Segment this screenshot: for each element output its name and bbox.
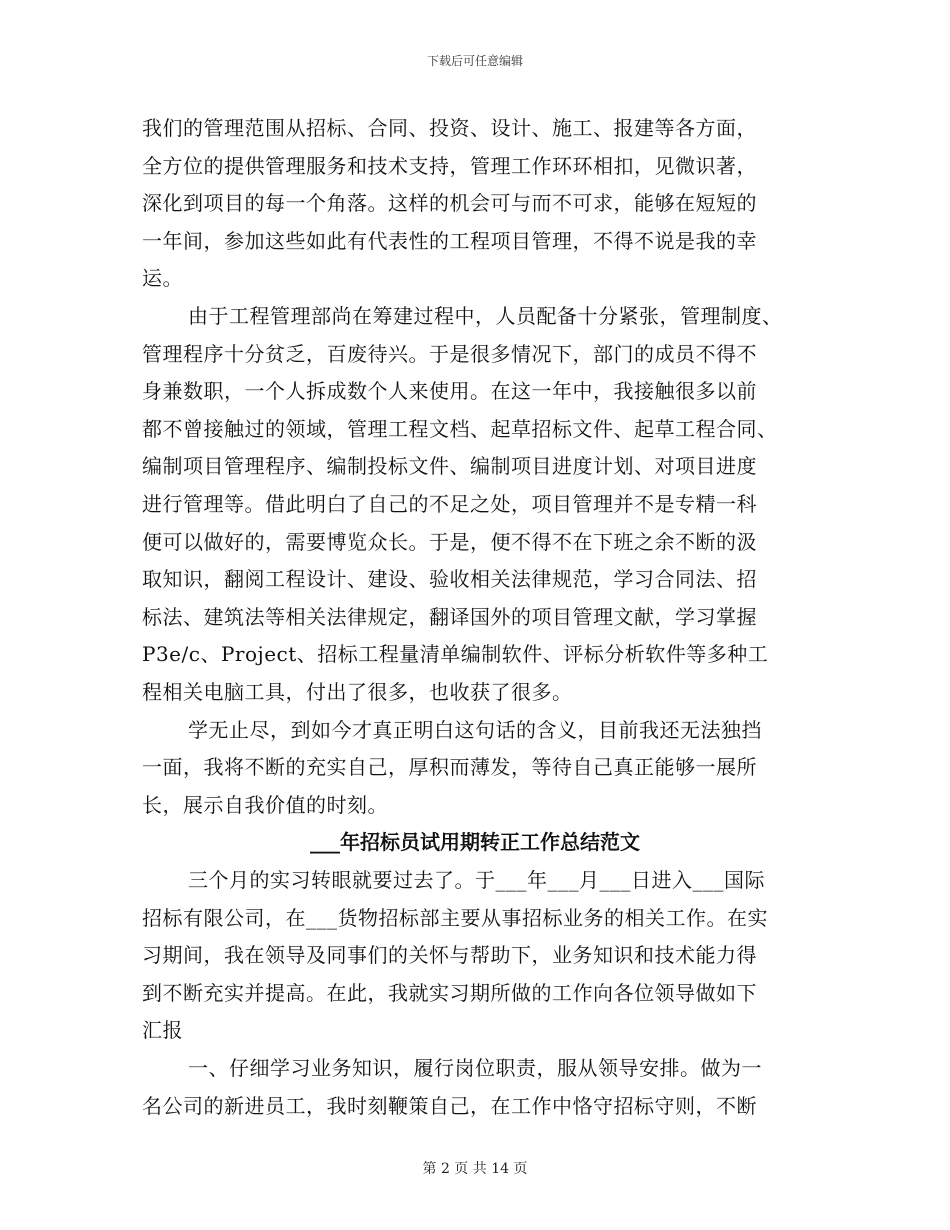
- body-line: 取知识，翻阅工程设计、建设、验收相关法律规范，学习合同法、招: [142, 567, 757, 591]
- body-line: 三个月的实习转眼就要过去了。于___年___月___日进入___国际: [188, 868, 765, 892]
- body-line: 由于工程管理部尚在筹建过程中，人员配备十分紧张，管理制度、: [188, 304, 783, 328]
- body-line: 一面，我将不断的充实自己，厚积而薄发，等待自己真正能够一展所: [142, 755, 757, 779]
- body-line: P3e/c、Project、招标工程量清单编制软件、评标分析软件等多种工: [142, 642, 769, 666]
- body-line: 名公司的新进员工，我时刻鞭策自己，在工作中恪守招标守则，不断: [142, 1094, 757, 1118]
- body-line: 我们的管理范围从招标、合同、投资、设计、施工、报建等各方面，: [142, 116, 757, 140]
- body-line: 招标有限公司，在___货物招标部主要从事招标业务的相关工作。在实: [142, 906, 768, 930]
- body-line: 一年间，参加这些如此有代表性的工程项目管理，不得不说是我的幸: [142, 229, 757, 253]
- body-line: 管理程序十分贫乏，百废待兴。于是很多情况下，部门的成员不得不: [142, 342, 757, 366]
- body-line: 程相关电脑工具，付出了很多，也收获了很多。: [142, 680, 573, 704]
- body-line: 深化到项目的每一个角落。这样的机会可与而不可求，能够在短短的: [142, 191, 757, 215]
- page-header: 下载后可任意编辑: [426, 54, 523, 68]
- body-line: 全方位的提供管理服务和技术支持，管理工作环环相扣，见微识著，: [142, 154, 757, 178]
- body-line: 标法、建筑法等相关法律规定，翻译国外的项目管理文献，学习掌握: [142, 605, 757, 629]
- body-line: 编制项目管理程序、编制投标文件、编制项目进度计划、对项目进度: [142, 454, 757, 478]
- body-line: 学无止尽，到如今才真正明白这句话的含义，目前我还无法独挡: [188, 718, 762, 742]
- body-line: 到不断充实并提高。在此，我就实习期所做的工作向各位领导做如下: [142, 981, 757, 1005]
- body-line: 汇报: [142, 1018, 183, 1042]
- body-line: 都不曾接触过的领域，管理工程文档、起草招标文件、起草工程合同、: [142, 417, 778, 441]
- body-line: 运。: [142, 266, 183, 290]
- body-line: 便可以做好的，需要博览众长。于是，便不得不在下班之余不断的汲: [142, 530, 757, 554]
- body-line: 一、仔细学习业务知识，履行岗位职责，服从领导安排。做为一: [188, 1056, 762, 1080]
- body-line: 进行管理等。借此明白了自己的不足之处，项目管理并不是专精一科: [142, 492, 757, 516]
- section-title: ___年招标员试用期转正工作总结范文: [310, 830, 640, 854]
- body-line: 身兼数职，一个人拆成数个人来使用。在这一年中，我接触很多以前: [142, 379, 757, 403]
- body-line: 长，展示自我价值的时刻。: [142, 793, 388, 817]
- body-line: 习期间，我在领导及同事们的关怀与帮助下，业务知识和技术能力得: [142, 943, 757, 967]
- page-footer: 第 2 页 共 14 页: [422, 1161, 528, 1177]
